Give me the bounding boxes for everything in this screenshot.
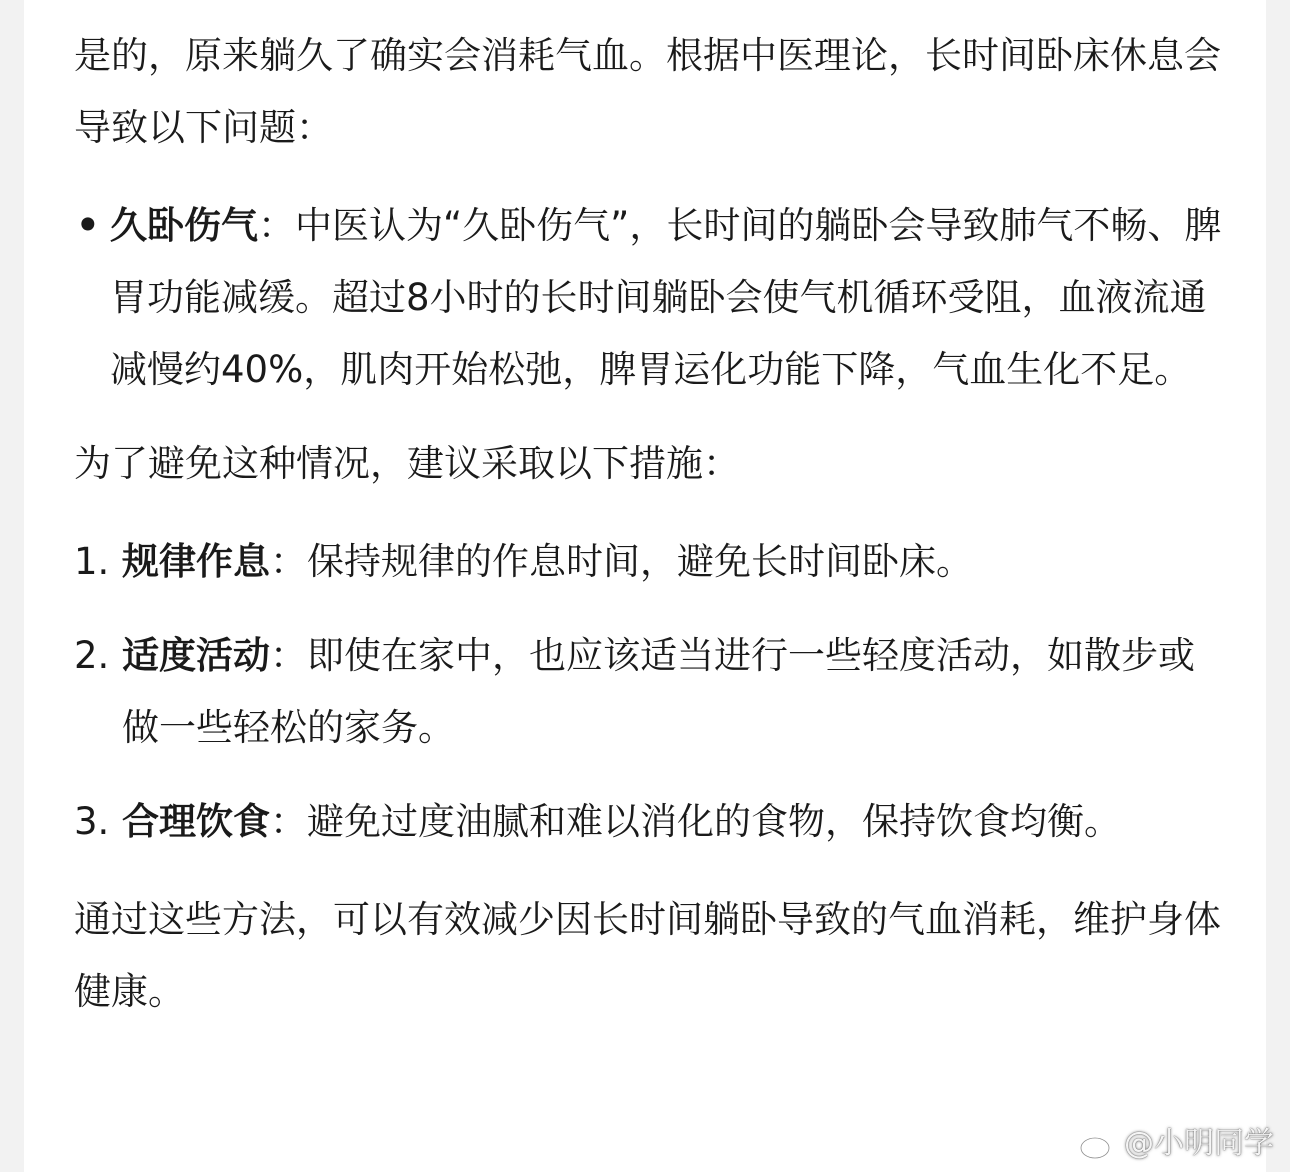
step-term: 规律作息 <box>122 540 270 583</box>
step-number: 3. <box>74 800 110 843</box>
bullet-term: 久卧伤气 <box>110 204 258 247</box>
step-text: 保持规律的作息时间，避免长时间卧床。 <box>307 540 973 583</box>
bullet-list <box>74 190 1226 406</box>
list-item <box>74 620 1226 764</box>
list-item <box>74 786 1226 858</box>
bullet-separator: ： <box>258 204 295 247</box>
step-text: 避免过度油腻和难以消化的食物，保持饮食均衡。 <box>307 800 1121 843</box>
weibo-icon <box>1078 1127 1118 1161</box>
step-text: 即使在家中，也应该适当进行一些轻度活动，如散步或做一些轻松的家务。 <box>122 634 1195 749</box>
step-term: 适度活动 <box>122 634 270 677</box>
watermark-text: @小明同学 <box>1124 1126 1274 1161</box>
step-term: 合理饮食 <box>122 800 270 843</box>
bullet-text: 中医认为“久卧伤气”，长时间的躺卧会导致肺气不畅、脾胃功能减缓。超过8小时的长时间躺卧会使气机循环受阻，血液流通减慢约40%，肌肉开始松弛，脾胃运化功能下降，气血生化不足。 <box>110 204 1222 391</box>
measures-intro: 为了避免这种情况，建议采取以下措施： <box>74 442 740 485</box>
step-separator: ： <box>270 634 307 677</box>
intro-paragraph: 是的，原来躺久了确实会消耗气血。根据中医理论，长时间卧床休息会导致以下问题： <box>74 34 1221 149</box>
step-separator: ： <box>270 800 307 843</box>
step-number: 1. <box>74 540 110 583</box>
watermark <box>1078 1124 1274 1164</box>
chat-response-page <box>24 0 1266 1172</box>
bullet-marker: • <box>76 204 100 247</box>
list-item <box>76 190 1226 406</box>
step-separator: ： <box>270 540 307 583</box>
step-number: 2. <box>74 634 110 677</box>
list-item <box>74 526 1226 598</box>
conclusion-paragraph: 通过这些方法，可以有效减少因长时间躺卧导致的气血消耗，维护身体健康。 <box>74 898 1221 1013</box>
measures-list <box>74 526 1226 858</box>
